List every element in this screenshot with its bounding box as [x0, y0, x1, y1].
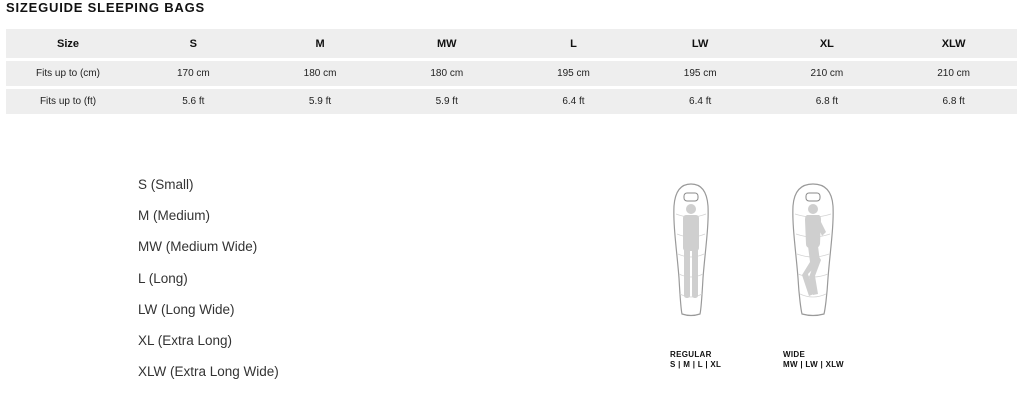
table-header-cell: Size: [6, 29, 130, 58]
table-cell: 5.9 ft: [383, 89, 510, 114]
table-header-cell: S: [130, 29, 257, 58]
table-cell: 210 cm: [764, 61, 891, 86]
table-cell: 170 cm: [130, 61, 257, 86]
regular-bag-sizes: S | M | L | XL: [670, 360, 722, 369]
table-cell: 210 cm: [890, 61, 1017, 86]
table-cell: 6.4 ft: [637, 89, 764, 114]
page-title: SIZEGUIDE SLEEPING BAGS: [6, 0, 205, 15]
table-header-cell: M: [257, 29, 384, 58]
size-table: [6, 26, 1017, 117]
wide-sleeping-bag-icon: [788, 182, 838, 318]
wide-bag-sizes: MW | LW | XLW: [783, 360, 844, 369]
legend-item: XL (Extra Long): [138, 332, 233, 348]
regular-bag-name: REGULAR: [670, 350, 712, 359]
table-cell: Fits up to (ft): [6, 89, 130, 114]
table-cell: 195 cm: [637, 61, 764, 86]
table-row-cm: [6, 61, 1017, 86]
table-row-ft: [6, 89, 1017, 114]
table-cell: 5.6 ft: [130, 89, 257, 114]
table-cell: 6.8 ft: [890, 89, 1017, 114]
table-header-row: [6, 29, 1017, 58]
table-cell: 180 cm: [257, 61, 384, 86]
table-header-cell: LW: [637, 29, 764, 58]
legend-item: M (Medium): [138, 208, 211, 224]
legend-item: XLW (Extra Long Wide): [138, 364, 279, 380]
table-cell: 195 cm: [510, 61, 637, 86]
table-header-cell: XL: [764, 29, 891, 58]
legend-item: LW (Long Wide): [138, 301, 235, 317]
legend-item: MW (Medium Wide): [138, 239, 258, 255]
table-cell: 5.9 ft: [257, 89, 384, 114]
table-cell: 6.4 ft: [510, 89, 637, 114]
legend-item: L (Long): [138, 270, 188, 286]
size-legend: [138, 175, 279, 393]
wide-bag-label: [783, 350, 844, 370]
table-header-cell: XLW: [890, 29, 1017, 58]
regular-sleeping-bag-icon: [668, 182, 714, 318]
legend-item: S (Small): [138, 177, 194, 192]
table-cell: 6.8 ft: [764, 89, 891, 114]
table-header-cell: MW: [383, 29, 510, 58]
regular-bag-label: [670, 350, 721, 370]
table-header-cell: L: [510, 29, 637, 58]
table-cell: 180 cm: [383, 61, 510, 86]
wide-bag-name: WIDE: [783, 350, 806, 359]
table-cell: Fits up to (cm): [6, 61, 130, 86]
